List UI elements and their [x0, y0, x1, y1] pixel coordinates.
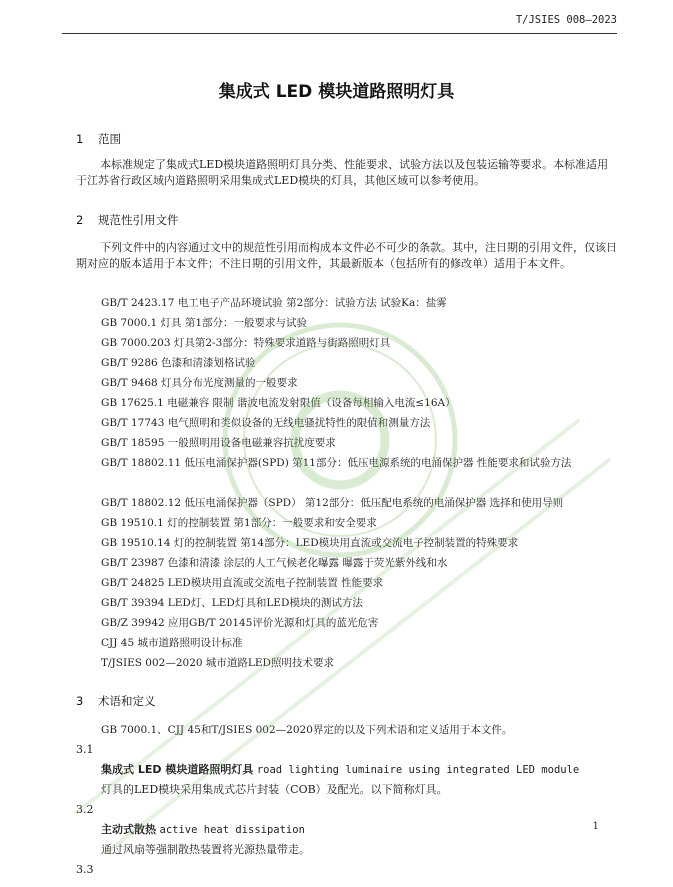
term-definition: 灯具的LED模块采用集成式芯片封装（COB）及配光。以下简称灯具。 — [101, 783, 448, 796]
reference-item: T/JSIES 002—2020 城市道路LED照明技术要求 — [101, 657, 334, 669]
header-rule — [62, 33, 617, 34]
section-3-paragraph: GB 7000.1、CJJ 45和T/JSIES 002—2020界定的以及下列术语和定义适用于本文件。 — [101, 724, 513, 736]
standard-code: T/JSIES 008—2023 — [515, 14, 617, 26]
section-number: 3 — [76, 694, 84, 708]
section-number: 2 — [76, 213, 84, 227]
reference-item: GB/T 9286 色漆和清漆划格试验 — [101, 357, 256, 369]
section-1-heading — [76, 131, 121, 147]
reference-item: GB/T 18595 一般照明用设备电磁兼容抗扰度要求 — [101, 437, 336, 449]
section-title: 术语和定义 — [98, 694, 156, 708]
section-2-paragraph: 下列文件中的内容通过文中的规范性引用而构成本文件必不可少的条款。其中，注日期的引用文件，仅该日期对应的版本适用于本文件；不注日期的引用文件，其最新版本（包括所有的修改单）适用于本文件。 — [76, 241, 617, 270]
term-cn: 集成式 LED 模块道路照明灯具 — [101, 763, 254, 776]
reference-item: GB/T 17743 电气照明和类似设备的无线电骚扰特性的限值和测量方法 — [101, 417, 431, 429]
term-entry — [101, 762, 579, 778]
reference-item: GB/T 39394 LED灯、LED灯具和LED模块的测试方法 — [101, 597, 363, 609]
section-3-heading — [76, 693, 156, 709]
reference-item: GB/T 9468 灯具分布光度测量的一般要求 — [101, 377, 298, 389]
document-title: 集成式 LED 模块道路照明灯具 — [218, 82, 455, 102]
section-title: 规范性引用文件 — [98, 213, 179, 227]
reference-item: GB/T 18802.12 低压电涌保护器（SPD） 第12部分：低压配电系统的电涌保护器 选择和使用导则 — [101, 497, 564, 509]
term-entry — [101, 822, 305, 838]
term-en: road lighting luminaire using integrated LED module — [256, 764, 580, 776]
reference-item: GB/T 23987 色漆和清漆 涂层的人工气候老化曝露 曝露于荧光紫外线和水 — [101, 557, 448, 569]
term-number: 3.3 — [76, 863, 94, 876]
section-number: 1 — [76, 132, 84, 146]
section-1-paragraph: 本标准规定了集成式LED模块道路照明灯具分类、性能要求、试验方法以及包装运输等要求。本标准适用于江苏省行政区域内道路照明采用集成式LED模块的灯具，其他区域可以参考使用。 — [76, 158, 609, 187]
reference-item: GB/T 24825 LED模块用直流或交流电子控制装置 性能要求 — [101, 577, 384, 589]
reference-item: GB/T 18802.11 低压电涌保护器(SPD) 第11部分：低压电源系统的电涌保护器 性能要求和试验方法 — [101, 457, 572, 469]
section-2-heading — [76, 212, 179, 228]
term-number: 3.2 — [76, 803, 94, 816]
reference-item: GB/T 2423.17 电工电子产品环境试验 第2部分：试验方法 试验Ka：盐雾 — [101, 297, 447, 309]
reference-item: CJJ 45 城市道路照明设计标准 — [101, 637, 243, 649]
term-cn: 主动式散热 — [101, 823, 156, 836]
term-en: active heat dissipation — [159, 824, 305, 836]
reference-item: GB 17625.1 电磁兼容 限制 谐波电流发射限值（设备每相输入电流≤16A） — [101, 397, 456, 409]
page-number: 1 — [592, 820, 599, 832]
reference-item: GB 7000.1 灯具 第1部分：一般要求与试验 — [101, 317, 308, 329]
reference-item: GB 19510.1 灯的控制装置 第1部分：一般要求和安全要求 — [101, 517, 377, 529]
section-title: 范围 — [98, 132, 121, 146]
reference-item: GB 19510.14 灯的控制装置 第14部分：LED模块用直流或交流电子控制装置的特殊要求 — [101, 537, 519, 549]
term-number: 3.1 — [76, 743, 94, 756]
reference-item: GB 7000.203 灯具第2-3部分：特殊要求道路与街路照明灯具 — [101, 337, 391, 349]
term-definition: 通过风扇等强制散热装置将光源热量带走。 — [101, 843, 310, 856]
reference-item: GB/Z 39942 应用GB/T 20145评价光源和灯具的蓝光危害 — [101, 617, 379, 629]
